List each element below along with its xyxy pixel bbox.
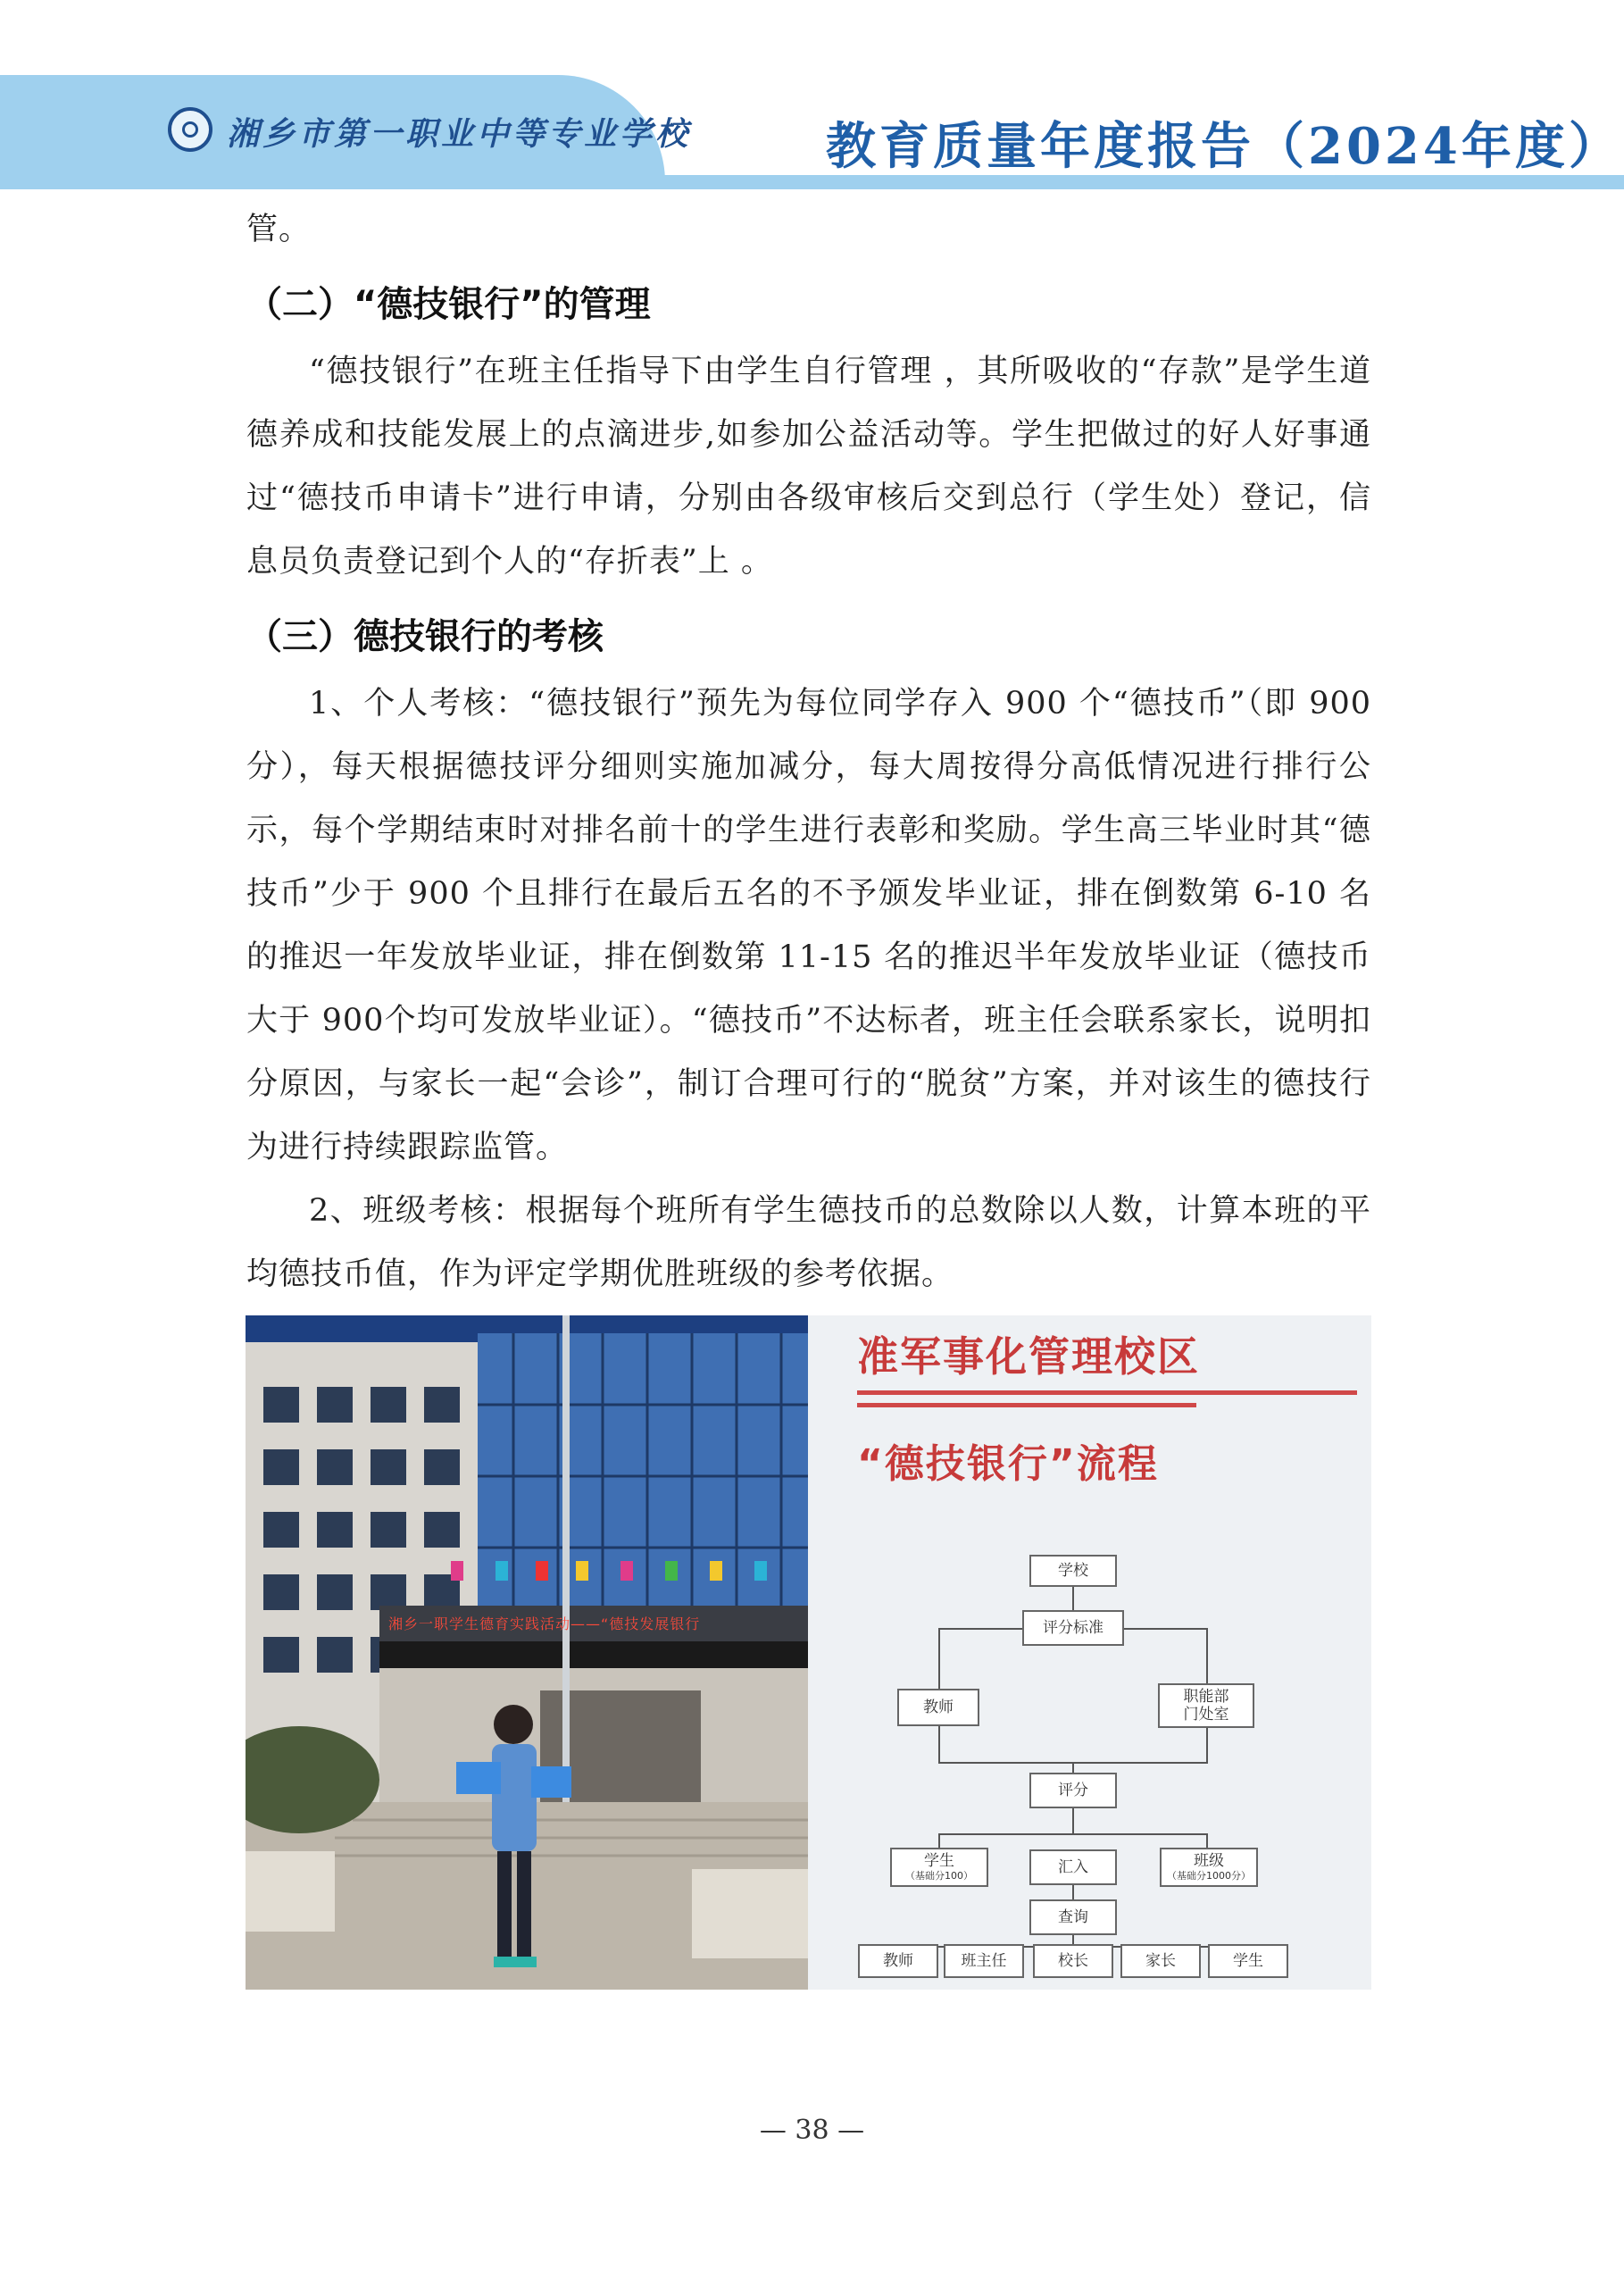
building-photo-drawing [246,1315,808,1990]
flow-node-departments: 职能部 门处室 [1158,1683,1254,1728]
connector [938,1726,940,1762]
school-logo-icon [168,107,212,152]
flow-node-school: 学校 [1029,1555,1117,1587]
flow-node-parent: 家长 [1120,1944,1201,1978]
page-header [0,0,1624,192]
led-banner-text: 湘乡一职学生德育实践活动——“德技发展银行 [388,1615,701,1632]
building-photo [246,1315,808,1990]
poster-divider-line [857,1390,1357,1395]
report-title: 教育质量年度报告（2024年度） [826,117,1622,176]
paragraph-continued: 管。 [246,212,312,247]
section-heading-assessment: （三）德技银行的考核 [246,616,604,657]
school-name: 湘乡市第一职业中等专业学校 [227,115,692,153]
poster-title: 准军事化管理校区 [857,1332,1200,1381]
paragraph-management: “德技银行”在班主任指导下由学生自行管理 ，其所吸收的“存款”是学生道德养成和技能发展上的点滴进步,如参加公益活动等。学生把做过的好人好事通过“德技币申请卡”进行申请，分别由各级审核后交到总行（学生处）登记，信息员负责登记到个人的“存折表”上 。 [246,354,1371,580]
paragraph-personal-assessment: 1、个人考核：“德技银行”预先为每位同学存入 900 个“德技币”（即 900分），每天根据德技评分细则实施加减分，每大周按得分高低情况进行排行公示，每个学期结束时对排名前十的学生进行表彰和奖励。学生高三毕业时其“德技币”少于 900 个且排行在最后五名的不予颁发毕业证，排在倒数第 6-10 名的推迟一年发放毕业证，排在倒数第 11-15 名的推迟半年发放毕业证（德技币大于 900个均可发放毕业证）。“德技币”不达标者，班主任会联系家长，说明扣分原因，与家长一起“会诊”，制订合理可行的“脱贫”方案，并对该生的德技行为进行持续跟踪监管。 [246,686,1371,1165]
section-heading-management: （二）“德技银行”的管理 [246,284,651,325]
flowchart-poster [808,1315,1371,1990]
flow-node-class: 班级 （基础分1000分） [1160,1848,1258,1887]
connector [938,1833,1208,1835]
connector [1072,1807,1074,1833]
page-number: — 38 — [759,2115,865,2146]
flow-node-criteria: 评分标准 [1022,1610,1124,1646]
poster-divider-line-short [857,1403,1196,1407]
flow-node-teacher-top: 教师 [897,1689,979,1726]
main-content [246,198,1371,1306]
flow-node-principal: 校长 [1033,1944,1113,1978]
flow-node-head-teacher: 班主任 [944,1944,1024,1978]
poster-subtitle: “德技银行”流程 [857,1441,1159,1487]
connector [938,1628,940,1689]
paragraph-class-assessment: 2、班级考核：根据每个班所有学生德技币的总数除以人数，计算本班的平均德技币值，作为评定学期优胜班级的参考依据。 [246,1193,1371,1292]
flow-node-student-bottom: 学生 [1208,1944,1288,1978]
flow-node-score: 评分 [1029,1773,1117,1808]
photo-group [246,1315,1371,1990]
flow-node-teacher: 教师 [858,1944,938,1978]
flow-node-student: 学生 （基础分100） [890,1848,988,1887]
connector [1206,1628,1208,1689]
flow-node-query: 查询 [1029,1899,1117,1935]
connector [1206,1726,1208,1762]
flow-node-collect: 汇入 [1029,1849,1117,1885]
